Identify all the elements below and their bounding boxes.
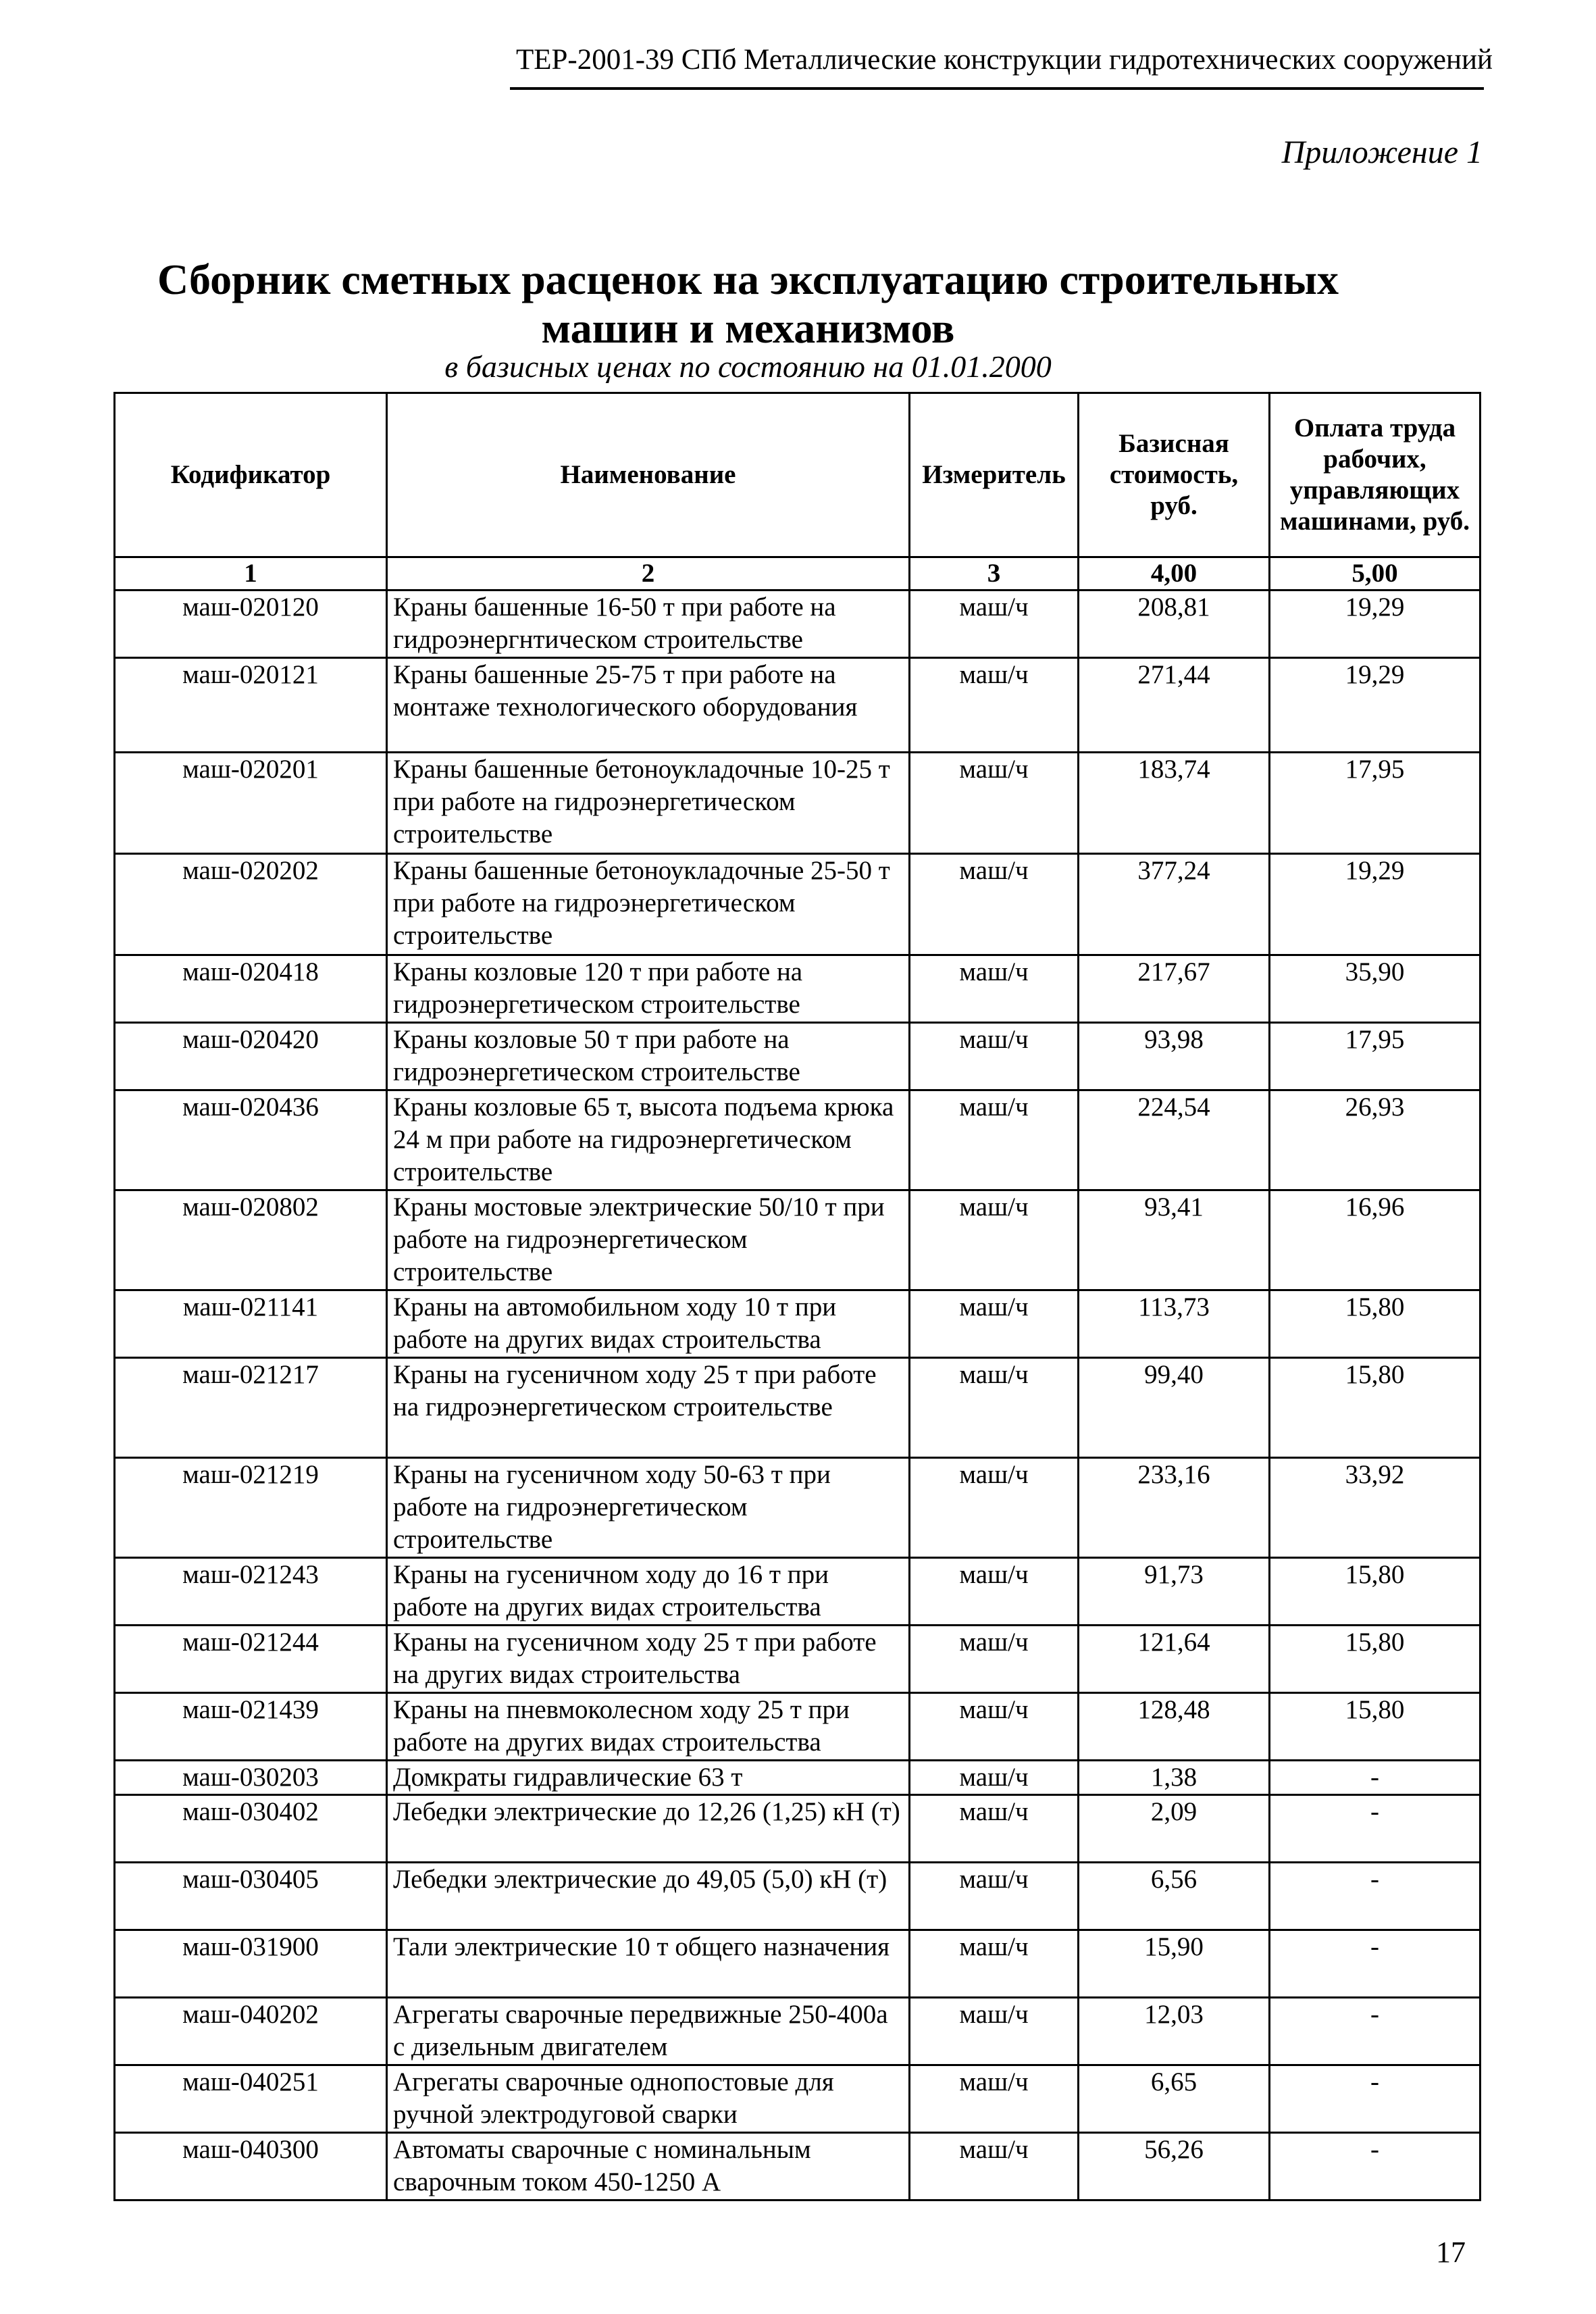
table-row (115, 854, 1481, 955)
cell-cost: 113,73 (1079, 1290, 1270, 1358)
cell-cost: 56,26 (1079, 2133, 1270, 2200)
table-row (115, 955, 1481, 1023)
cell-unit: маш/ч (910, 1558, 1079, 1626)
cell-name: Краны козловые 65 т, высота подъема крюка 24 м при работе на гидроэнергетическом строительстве (387, 1090, 910, 1190)
table-row (115, 753, 1481, 854)
cell-unit: маш/ч (910, 1190, 1079, 1290)
column-number: 5,00 (1270, 557, 1481, 590)
table-row (115, 1558, 1481, 1626)
table-row (115, 1458, 1481, 1558)
appendix-label: Приложение 1 (1281, 134, 1483, 170)
cell-unit: маш/ч (910, 753, 1079, 854)
page-number: 17 (1436, 2236, 1466, 2269)
cell-unit: маш/ч (910, 658, 1079, 753)
column-header-unit: Измеритель (910, 393, 1079, 557)
cell-labor: - (1270, 1863, 1481, 1930)
cell-code: маш-020120 (115, 590, 387, 658)
column-header-name: Наименование (387, 393, 910, 557)
cell-name: Краны козловые 120 т при работе на гидроэнергетическом строительстве (387, 955, 910, 1023)
cell-unit: маш/ч (910, 955, 1079, 1023)
cell-cost: 183,74 (1079, 753, 1270, 854)
cell-unit: маш/ч (910, 1998, 1079, 2065)
table-row (115, 1761, 1481, 1795)
cell-name: Агрегаты сварочные передвижные 250-400а с дизельным двигателем (387, 1998, 910, 2065)
cell-cost: 99,40 (1079, 1358, 1270, 1458)
cell-cost: 271,44 (1079, 658, 1270, 753)
cell-labor: 15,80 (1270, 1558, 1481, 1626)
cell-name: Краны башенные бетоноукладочные 10-25 т при работе на гидроэнергетическом строительстве (387, 753, 910, 854)
cell-unit: маш/ч (910, 854, 1079, 955)
cell-cost: 93,41 (1079, 1190, 1270, 1290)
cell-code: маш-040251 (115, 2065, 387, 2133)
cell-labor: - (1270, 2065, 1481, 2133)
cell-code: маш-030402 (115, 1795, 387, 1863)
cell-cost: 128,48 (1079, 1693, 1270, 1761)
cell-code: маш-021217 (115, 1358, 387, 1458)
cell-unit: маш/ч (910, 1930, 1079, 1998)
cell-code: маш-020436 (115, 1090, 387, 1190)
cell-code: маш-031900 (115, 1930, 387, 1998)
cell-name: Краны башенные бетоноукладочные 25-50 т при работе на гидроэнергетическом строительстве (387, 854, 910, 955)
cell-name: Краны на пневмоколесном ходу 25 т при работе на других видах строительства (387, 1693, 910, 1761)
cell-unit: маш/ч (910, 1023, 1079, 1090)
cell-code: маш-040300 (115, 2133, 387, 2200)
cell-code: маш-020420 (115, 1023, 387, 1090)
cell-unit: маш/ч (910, 590, 1079, 658)
cell-cost: 224,54 (1079, 1090, 1270, 1190)
cell-labor: 19,29 (1270, 854, 1481, 955)
cell-cost: 2,09 (1079, 1795, 1270, 1863)
cell-code: маш-020121 (115, 658, 387, 753)
cell-name: Домкраты гидравлические 63 т (387, 1761, 910, 1795)
cell-labor: 33,92 (1270, 1458, 1481, 1558)
table-row (115, 1290, 1481, 1358)
cell-labor: 17,95 (1270, 1023, 1481, 1090)
cell-cost: 12,03 (1079, 1998, 1270, 2065)
table-row (115, 2065, 1481, 2133)
table-row (115, 590, 1481, 658)
cell-unit: маш/ч (910, 1761, 1079, 1795)
cell-name: Лебедки электрические до 12,26 (1,25) кН (т) (387, 1795, 910, 1863)
cell-unit: маш/ч (910, 1693, 1079, 1761)
cell-labor: 26,93 (1270, 1090, 1481, 1190)
cell-name: Краны мостовые электрические 50/10 т при работе на гидроэнергетическом строительстве (387, 1190, 910, 1290)
cell-name: Краны башенные 16-50 т при работе на гидроэнергнтическом строительстве (387, 590, 910, 658)
cell-labor: - (1270, 1998, 1481, 2065)
cell-unit: маш/ч (910, 1358, 1079, 1458)
cell-cost: 93,98 (1079, 1023, 1270, 1090)
cell-labor: 16,96 (1270, 1190, 1481, 1290)
cell-cost: 208,81 (1079, 590, 1270, 658)
column-header-cost: Базисная стоимость, руб. (1079, 393, 1270, 557)
cell-unit: маш/ч (910, 1795, 1079, 1863)
cell-code: маш-030405 (115, 1863, 387, 1930)
column-numbers-row (115, 557, 1481, 590)
table-row (115, 2133, 1481, 2200)
cell-unit: маш/ч (910, 2133, 1079, 2200)
cell-name: Краны козловые 50 т при работе на гидроэнергетическом строительстве (387, 1023, 910, 1090)
cell-cost: 6,56 (1079, 1863, 1270, 1930)
cell-cost: 91,73 (1079, 1558, 1270, 1626)
cell-unit: маш/ч (910, 1863, 1079, 1930)
cell-name: Агрегаты сварочные однопостовые для ручной электродуговой сварки (387, 2065, 910, 2133)
cell-code: маш-021141 (115, 1290, 387, 1358)
column-number: 2 (387, 557, 910, 590)
table-row (115, 1998, 1481, 2065)
cell-cost: 217,67 (1079, 955, 1270, 1023)
cell-code: маш-020201 (115, 753, 387, 854)
column-number: 1 (115, 557, 387, 590)
cell-code: маш-021219 (115, 1458, 387, 1558)
cell-labor: 19,29 (1270, 590, 1481, 658)
cell-unit: маш/ч (910, 2065, 1079, 2133)
document-subtitle: в базисных ценах по состоянию на 01.01.2000 (444, 349, 1052, 384)
cell-labor: - (1270, 1795, 1481, 1863)
column-number: 3 (910, 557, 1079, 590)
table-row (115, 1090, 1481, 1190)
table-row (115, 1795, 1481, 1863)
cell-name: Автоматы сварочные с номинальным сварочным током 450-1250 А (387, 2133, 910, 2200)
cell-cost: 377,24 (1079, 854, 1270, 955)
table-row (115, 1626, 1481, 1693)
column-header-code: Кодификатор (115, 393, 387, 557)
cell-code: маш-021244 (115, 1626, 387, 1693)
cell-labor: - (1270, 1930, 1481, 1998)
table-row (115, 1358, 1481, 1458)
cell-labor: 35,90 (1270, 955, 1481, 1023)
cell-name: Краны на гусеничном ходу 25 т при работе на гидроэнергетическом строительстве (387, 1358, 910, 1458)
document-title: Сборник сметных расценок на эксплуатацию строительных машин и механизмов (157, 255, 1339, 352)
column-header-labor: Оплата труда рабочих, управляющих машинами, руб. (1270, 393, 1481, 557)
cell-unit: маш/ч (910, 1090, 1079, 1190)
cell-name: Краны на гусеничном ходу 50-63 т при работе на гидроэнергетическом строительстве (387, 1458, 910, 1558)
cell-code: маш-020418 (115, 955, 387, 1023)
cell-name: Краны башенные 25-75 т при работе на монтаже технологического оборудования (387, 658, 910, 753)
cell-labor: - (1270, 1761, 1481, 1795)
table-row (115, 1930, 1481, 1998)
table-row (115, 1190, 1481, 1290)
cell-name: Краны на гусеничном ходу до 16 т при работе на других видах строительства (387, 1558, 910, 1626)
running-header: ТЕР-2001-39 СПб Металлические конструкции гидротехнических сооружений (515, 44, 1493, 76)
cell-labor: - (1270, 2133, 1481, 2200)
table-row (115, 658, 1481, 753)
cell-labor: 19,29 (1270, 658, 1481, 753)
rates-table (113, 392, 1481, 2201)
cell-labor: 15,80 (1270, 1290, 1481, 1358)
cell-code: маш-021243 (115, 1558, 387, 1626)
cell-code: маш-020802 (115, 1190, 387, 1290)
cell-name: Краны на гусеничном ходу 25 т при работе на других видах строительства (387, 1626, 910, 1693)
header-rule (510, 87, 1484, 90)
table-row (115, 1863, 1481, 1930)
cell-name: Лебедки электрические до 49,05 (5,0) кН (т) (387, 1863, 910, 1930)
cell-name: Тали электрические 10 т общего назначения (387, 1930, 910, 1998)
cell-unit: маш/ч (910, 1458, 1079, 1558)
cell-labor: 15,80 (1270, 1693, 1481, 1761)
cell-labor: 15,80 (1270, 1626, 1481, 1693)
cell-code: маш-021439 (115, 1693, 387, 1761)
cell-name: Краны на автомобильном ходу 10 т при работе на других видах строительства (387, 1290, 910, 1358)
cell-cost: 6,65 (1079, 2065, 1270, 2133)
cell-cost: 121,64 (1079, 1626, 1270, 1693)
cell-unit: маш/ч (910, 1290, 1079, 1358)
table-row (115, 1693, 1481, 1761)
table-row (115, 1023, 1481, 1090)
cell-labor: 17,95 (1270, 753, 1481, 854)
cell-code: маш-030203 (115, 1761, 387, 1795)
cell-code: маш-040202 (115, 1998, 387, 2065)
table-header-row (115, 393, 1481, 557)
cell-cost: 233,16 (1079, 1458, 1270, 1558)
cell-unit: маш/ч (910, 1626, 1079, 1693)
cell-code: маш-020202 (115, 854, 387, 955)
cell-cost: 1,38 (1079, 1761, 1270, 1795)
column-number: 4,00 (1079, 557, 1270, 590)
cell-cost: 15,90 (1079, 1930, 1270, 1998)
cell-labor: 15,80 (1270, 1358, 1481, 1458)
